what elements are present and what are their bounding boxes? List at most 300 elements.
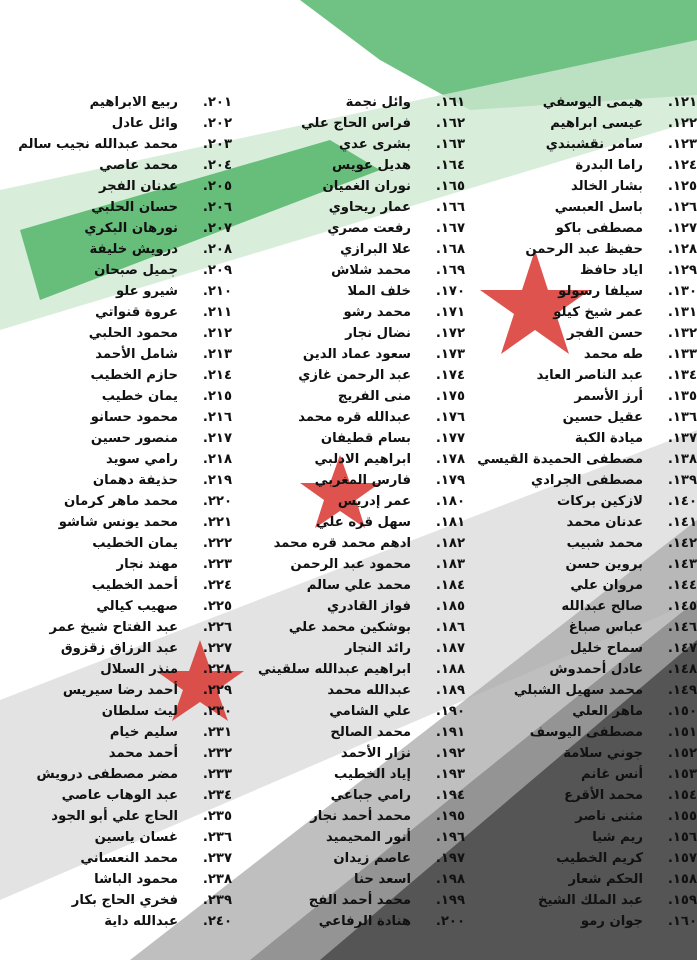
list-item-number: ١٩٦. (435, 830, 465, 845)
list-item (0, 617, 232, 638)
list-item (233, 428, 465, 449)
list-item-name: محمد يونس شاشو (58, 515, 178, 530)
list-item-number: ١٧٥. (435, 389, 465, 404)
list-item-name: حسان الحلبي (91, 200, 178, 215)
list-item (465, 428, 697, 449)
list-item (233, 449, 465, 470)
list-item (0, 155, 232, 176)
list-item-name: سامر نقشبندي (545, 137, 643, 152)
list-item-name: يمان خطيب (101, 389, 178, 404)
list-item-number: ١٧٦. (435, 410, 465, 425)
list-item (465, 197, 697, 218)
list-item-name: محمد النعساني (80, 851, 178, 866)
list-item-name: صالح عبدالله (561, 599, 643, 614)
list-item-name: حازم الخطيب (90, 368, 178, 383)
list-item (233, 680, 465, 701)
list-item (233, 239, 465, 260)
list-item (465, 491, 697, 512)
list-item-name: ابراهيم الادلبي (314, 452, 411, 467)
list-item-name: عبدالله قره محمد (298, 410, 411, 425)
list-item (0, 575, 232, 596)
list-item-name: أحمد محمد (108, 746, 178, 761)
list-item (465, 659, 697, 680)
list-item-number: ٢٠٦. (202, 200, 232, 215)
list-item (465, 890, 697, 911)
list-item-name: عبدالله محمد (327, 683, 411, 698)
list-item-number: ٢٣٧. (202, 851, 232, 866)
list-item (0, 386, 232, 407)
list-item-name: نورهان البكري (84, 221, 178, 236)
list-item (233, 848, 465, 869)
list-item-number: ٢٢٦. (202, 620, 232, 635)
list-item (0, 890, 232, 911)
list-item (0, 911, 232, 932)
list-item (233, 596, 465, 617)
list-item-name: محمود حسانو (90, 410, 178, 425)
list-item-name: بوشكين محمد علي (288, 620, 411, 635)
list-item-number: ١٦٨. (435, 242, 465, 257)
list-item-number: ٢٢١. (202, 515, 232, 530)
list-item-name: درويش خليفة (89, 242, 178, 257)
list-item-number: ١٩٩. (435, 893, 465, 908)
list-item (233, 785, 465, 806)
list-item (0, 302, 232, 323)
list-item-number: ١٣١. (667, 305, 697, 320)
list-item-number: ١٤٣. (667, 557, 697, 572)
list-item (0, 743, 232, 764)
list-item (465, 680, 697, 701)
list-item (465, 365, 697, 386)
list-item (465, 449, 697, 470)
list-item (233, 113, 465, 134)
list-item-number: ٢١٥. (202, 389, 232, 404)
list-item (0, 785, 232, 806)
list-item-name: فخري الحاج بكار (71, 893, 178, 908)
list-item (465, 827, 697, 848)
list-item-number: ٢٠٤. (202, 158, 232, 173)
list-item-name: فارس المغربي (314, 473, 411, 488)
list-item (0, 92, 232, 113)
list-item-name: مصطفى الحميدة القيسي (477, 452, 643, 467)
list-item-name: مصطفى اليوسف (529, 725, 643, 740)
list-item-name: ربيع الابراهيم (89, 95, 178, 110)
list-item (233, 533, 465, 554)
list-item-number: ١٦١. (435, 95, 465, 110)
list-item (0, 197, 232, 218)
list-item-name: هيمى اليوسفي (542, 95, 643, 110)
list-item-number: ١٥٨. (667, 872, 697, 887)
list-item (233, 218, 465, 239)
names-column-2 (233, 92, 465, 932)
list-item-number: ١٣٨. (667, 452, 697, 467)
list-item-name: سماح خليل (570, 641, 643, 656)
list-item-number: ١٤٨. (667, 662, 697, 677)
list-item (465, 386, 697, 407)
list-item (0, 344, 232, 365)
list-item-number: ١٦٥. (435, 179, 465, 194)
list-item-name: محمد الأقرع (564, 788, 643, 803)
list-item-number: ١٩٧. (435, 851, 465, 866)
list-item (465, 575, 697, 596)
list-item-number: ١٢٧. (667, 221, 697, 236)
list-item-name: علي الشامي (329, 704, 411, 719)
list-item-name: عمار ريحاوي (328, 200, 411, 215)
list-item (465, 701, 697, 722)
list-item (233, 869, 465, 890)
list-item-number: ١٣٤. (667, 368, 697, 383)
list-item-number: ١٥١. (667, 725, 697, 740)
list-item-number: ١٨٦. (435, 620, 465, 635)
list-item (233, 743, 465, 764)
list-item-number: ١٧٢. (435, 326, 465, 341)
list-item-number: ٢١٢. (202, 326, 232, 341)
list-item-name: رفعت مصري (327, 221, 411, 236)
list-item (465, 512, 697, 533)
list-item-name: محمد عبدالله نجيب سالم (18, 137, 178, 152)
list-item-number: ١٤٠. (667, 494, 697, 509)
list-item (233, 386, 465, 407)
list-item-number: ١٤٧. (667, 641, 697, 656)
list-item-number: ١٦٧. (435, 221, 465, 236)
list-item-number: ١٧٨. (435, 452, 465, 467)
list-item-number: ١٥٥. (667, 809, 697, 824)
list-item-name: محمود الحلبي (88, 326, 178, 341)
list-item-name: محمد أحمد الفج (308, 893, 411, 908)
list-item-name: عبدالله داية (104, 914, 178, 929)
list-item (0, 533, 232, 554)
list-item-name: ميادة الكبة (574, 431, 643, 446)
list-item-name: عمر شيخ كيلو (553, 305, 643, 320)
list-item-name: مضر مصطفى درويش (36, 767, 178, 782)
list-item-number: ١٢١. (667, 95, 697, 110)
list-item-name: عباس صباغ (568, 620, 643, 635)
list-item-name: عبد الرحمن غازي (298, 368, 411, 383)
list-item-name: رامي جباعي (330, 788, 411, 803)
list-item-name: عبد الناصر العايد (536, 368, 643, 383)
list-item (0, 638, 232, 659)
list-item-name: سليم خيام (109, 725, 178, 740)
list-item-number: ٢٠٠. (435, 914, 465, 929)
list-item-name: أرز الأسمر (574, 389, 643, 404)
names-column-1 (465, 92, 697, 932)
list-item-number: ٢٣٩. (202, 893, 232, 908)
list-item-number: ٢١٤. (202, 368, 232, 383)
list-item-number: ١٥٤. (667, 788, 697, 803)
list-item-name: مهند نجار (116, 557, 178, 572)
list-item-name: إياد الخطيب (334, 767, 411, 782)
list-item (233, 134, 465, 155)
list-item-name: الحكم شعار (568, 872, 643, 887)
list-item-number: ١٢٩. (667, 263, 697, 278)
list-item-number: ٢٢٤. (202, 578, 232, 593)
list-item-name: بسام قطيفان (320, 431, 411, 446)
list-item-name: هديل عويس (332, 158, 411, 173)
list-item-number: ١٨٢. (435, 536, 465, 551)
list-item-number: ٢٢٣. (202, 557, 232, 572)
list-item-number: ٢٠٥. (202, 179, 232, 194)
list-item (0, 407, 232, 428)
list-item (465, 113, 697, 134)
list-item-number: ٢٠٩. (202, 263, 232, 278)
list-item-name: عادل أحمدوش (549, 662, 643, 677)
list-item (465, 281, 697, 302)
list-item-number: ٢٣٥. (202, 809, 232, 824)
list-item (465, 344, 697, 365)
list-item (0, 239, 232, 260)
list-item-number: ١٦٤. (435, 158, 465, 173)
list-item (233, 323, 465, 344)
list-item-name: محمود الباشا (94, 872, 178, 887)
list-item-number: ١٥٣. (667, 767, 697, 782)
list-item-number: ٢٢٠. (202, 494, 232, 509)
list-item-number: ٢٠٨. (202, 242, 232, 257)
list-item-number: ١٨١. (435, 515, 465, 530)
list-item-name: نزار الأحمد (340, 746, 411, 761)
list-item (233, 92, 465, 113)
list-item (233, 890, 465, 911)
list-item-name: محمد ماهر كرمان (63, 494, 178, 509)
list-item (233, 827, 465, 848)
list-item-name: عدنان الفجر (98, 179, 178, 194)
list-item (465, 533, 697, 554)
list-item (233, 722, 465, 743)
list-item (0, 281, 232, 302)
list-item (233, 365, 465, 386)
list-item (465, 848, 697, 869)
list-item-number: ١٥٢. (667, 746, 697, 761)
list-item (0, 176, 232, 197)
list-item-name: صهيب كيالي (96, 599, 178, 614)
list-item-number: ١٨٩. (435, 683, 465, 698)
list-item (0, 596, 232, 617)
list-item (465, 155, 697, 176)
list-item (465, 176, 697, 197)
list-item-number: ٢٣٤. (202, 788, 232, 803)
list-item (233, 659, 465, 680)
list-item (233, 491, 465, 512)
list-item-number: ١٦٢. (435, 116, 465, 131)
list-item-name: مصطفى الجرادي (531, 473, 643, 488)
list-item-name: طه محمد (583, 347, 643, 362)
list-item (0, 512, 232, 533)
list-item (233, 764, 465, 785)
list-item (465, 596, 697, 617)
list-item-name: منصور حسين (90, 431, 178, 446)
list-item-name: حسن الفجر (566, 326, 643, 341)
list-item-name: غسان ياسين (94, 830, 178, 845)
list-item-name: هنادة الرفاعي (318, 914, 411, 929)
list-item-number: ١٣٥. (667, 389, 697, 404)
list-item (233, 638, 465, 659)
list-item-name: باسل العبسي (554, 200, 643, 215)
list-item-number: ١٧٩. (435, 473, 465, 488)
list-item-number: ٢٢٩. (202, 683, 232, 698)
list-item-number: ١٥٧. (667, 851, 697, 866)
list-item-name: محمد أحمد نجار (310, 809, 411, 824)
list-item-name: لازكين بركات (557, 494, 643, 509)
list-item (465, 239, 697, 260)
list-item-number: ١٨٣. (435, 557, 465, 572)
list-item-name: محمود عبد الرحمن (290, 557, 411, 572)
list-item (0, 470, 232, 491)
list-item (0, 554, 232, 575)
list-item-number: ١٨٥. (435, 599, 465, 614)
list-item (233, 575, 465, 596)
list-item-name: منى الفريج (337, 389, 411, 404)
list-item-number: ١٤٩. (667, 683, 697, 698)
list-item-name: وائل نجمة (345, 95, 411, 110)
list-item (0, 428, 232, 449)
list-item-name: أنس غانم (581, 767, 643, 782)
list-item (0, 218, 232, 239)
list-item-name: عقيل حسين (562, 410, 643, 425)
list-item (0, 680, 232, 701)
list-item-number: ٢٤٠. (202, 914, 232, 929)
list-item-number: ١٣٢. (667, 326, 697, 341)
list-item (465, 743, 697, 764)
list-item-number: ١٤٦. (667, 620, 697, 635)
list-item (465, 869, 697, 890)
list-item-name: محمد سهيل الشبلي (513, 683, 643, 698)
list-item-name: وائل عادل (111, 116, 178, 131)
list-item (0, 722, 232, 743)
list-item-name: مثنى ناصر (575, 809, 643, 824)
list-item-number: ١٢٢. (667, 116, 697, 131)
list-item-name: عبد الوهاب عاصي (61, 788, 178, 803)
list-item-number: ٢١٨. (202, 452, 232, 467)
list-item-number: ٢١١. (202, 305, 232, 320)
list-item-name: محمد عاصي (99, 158, 178, 173)
list-item-name: عبد الملك الشيخ (538, 893, 643, 908)
list-item-number: ١٨٤. (435, 578, 465, 593)
list-item-name: ماهر العلي (572, 704, 643, 719)
list-item-number: ٢٢٧. (202, 641, 232, 656)
list-item (0, 260, 232, 281)
list-item-number: ١٦٠. (667, 914, 697, 929)
list-item (233, 617, 465, 638)
list-item-number: ١٨٨. (435, 662, 465, 677)
list-item-number: ١٩٠. (435, 704, 465, 719)
list-item-number: ٢٣٢. (202, 746, 232, 761)
list-item-number: ١٧٠. (435, 284, 465, 299)
list-item-name: سهل قره علي (316, 515, 411, 530)
list-item (233, 281, 465, 302)
list-item-name: بروين حسن (565, 557, 643, 572)
list-item-number: ١٣٧. (667, 431, 697, 446)
list-item (465, 134, 697, 155)
list-item (465, 302, 697, 323)
list-item-name: حفيظ عبد الرحمن (525, 242, 643, 257)
list-item (0, 113, 232, 134)
list-item-name: علا البرازي (340, 242, 411, 257)
list-item-number: ٢١٧. (202, 431, 232, 446)
list-item (465, 470, 697, 491)
list-item-number: ٢٠١. (202, 95, 232, 110)
list-item (233, 512, 465, 533)
list-item-number: ١٣٩. (667, 473, 697, 488)
list-item-number: ١٩١. (435, 725, 465, 740)
list-item-name: محمد علي سالم (306, 578, 411, 593)
list-item (465, 617, 697, 638)
list-item-name: عمر إدريس (337, 494, 411, 509)
list-item-name: جميل صبحان (94, 263, 178, 278)
list-item-number: ١٥٠. (667, 704, 697, 719)
list-item-number: ٢١٣. (202, 347, 232, 362)
list-item (0, 764, 232, 785)
list-item (465, 722, 697, 743)
list-item-name: حذيفة دهمان (92, 473, 178, 488)
list-item (465, 218, 697, 239)
list-item-number: ١٧١. (435, 305, 465, 320)
list-item-name: خلف الملا (347, 284, 411, 299)
list-item-name: مصطفى باكو (555, 221, 643, 236)
list-item-name: ريم شيا (592, 830, 643, 845)
list-item-number: ٢٠٣. (202, 137, 232, 152)
list-item-number: ١٧٧. (435, 431, 465, 446)
list-item-number: ١٥٩. (667, 893, 697, 908)
list-item-name: محمد الصالح (330, 725, 411, 740)
list-item-number: ١٣٣. (667, 347, 697, 362)
list-item-number: ٢١٦. (202, 410, 232, 425)
list-item-name: كريم الخطيب (556, 851, 643, 866)
list-item (465, 554, 697, 575)
list-item-name: راما البدرة (575, 158, 643, 173)
list-item-name: اياد حافظ (580, 263, 643, 278)
list-item (233, 197, 465, 218)
list-item (0, 806, 232, 827)
list-item-number: ٢١٩. (202, 473, 232, 488)
list-item-name: عروة قنواتي (95, 305, 178, 320)
list-item-name: اسعد حنا (354, 872, 411, 887)
list-item-name: سعود عماد الدين (302, 347, 411, 362)
list-item-number: ٢٣٣. (202, 767, 232, 782)
list-item-number: ١٩٢. (435, 746, 465, 761)
list-item (0, 449, 232, 470)
list-item-name: نوران الغميان (322, 179, 411, 194)
list-item (233, 554, 465, 575)
list-item (0, 848, 232, 869)
list-item-number: ١٨٠. (435, 494, 465, 509)
list-item (465, 911, 697, 932)
list-item (0, 134, 232, 155)
list-item-name: أحمد الخطيب (91, 578, 178, 593)
list-item-number: ١٩٣. (435, 767, 465, 782)
list-item-number: ١٩٨. (435, 872, 465, 887)
list-item-number: ١٢٥. (667, 179, 697, 194)
list-item-name: محمد شبيب (566, 536, 643, 551)
list-item-name: فواز القادري (327, 599, 411, 614)
list-item-number: ١٧٤. (435, 368, 465, 383)
list-item-number: ١٦٩. (435, 263, 465, 278)
list-item (0, 869, 232, 890)
list-item (233, 407, 465, 428)
list-item (233, 302, 465, 323)
list-item-name: فراس الحاج علي (301, 116, 411, 131)
list-item (0, 365, 232, 386)
list-item-name: نضال نجار (345, 326, 411, 341)
list-item-name: محمد رشو (343, 305, 411, 320)
list-item (233, 911, 465, 932)
list-item-name: رائد النجار (344, 641, 411, 656)
list-item-name: منذر السلال (100, 662, 178, 677)
list-item (0, 491, 232, 512)
list-item-number: ١٥٦. (667, 830, 697, 845)
list-item-number: ٢٢٨. (202, 662, 232, 677)
list-item (465, 92, 697, 113)
list-item-number: ١٢٨. (667, 242, 697, 257)
list-item-name: عبد الرزاق زقزوق (60, 641, 178, 656)
list-item (233, 155, 465, 176)
